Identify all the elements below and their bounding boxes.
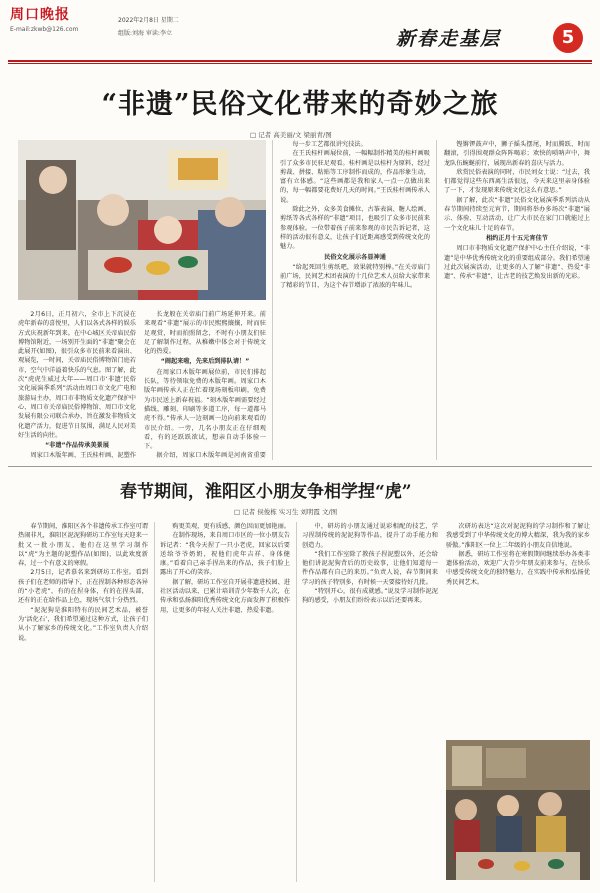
article2-col1-para: 2月5日，记者慕名来到研坊工作室。看到孩子们在老师的指导下，正在捏制各种形态各异的“小老虎”，有的在捏身体，有的在捏头部，还有的正在给作品上色，现场气氛十分热烈。 <box>18 569 148 605</box>
article2-col2-para: 购更美观，更有质感，颜色因而更加艳丽。 <box>172 523 290 530</box>
article1-column-4 <box>444 140 590 460</box>
header-rule-thin <box>8 63 592 64</box>
article1-column-1 <box>18 310 136 460</box>
workshop-photo-icon <box>446 740 590 880</box>
article2-byline: □ 记者 侯俊栋 实习生 刘明霞 文/图 <box>234 508 338 516</box>
header-rule <box>8 60 592 62</box>
article-divider <box>8 466 592 467</box>
issue-date: 2022年2月8日 星期二 <box>118 17 179 24</box>
column-divider <box>296 522 297 882</box>
article2-headline: 春节期间，淮阳区小朋友争相学捏“虎” <box>120 482 412 502</box>
article2-col2-para: 在制作现场，来自周口市区的一位小朋友告诉记者：“我今天捏了一只小老虎，回家以后要送给爷爷奶奶，祝他们虎年吉祥、身体健康。”看着自己亲手捏出来的作品，孩子们脸上露出了开心的笑容。 <box>160 532 290 577</box>
article1-col3-para: 除此之外，众多美食摊位、古筝表演、糖人绘画、剪纸等各式各样的“非遗”项目，也吸引了众多市民前来参观体验。一位带着孩子前来参观的市民告诉记者，这样的活动很有意义，让孩子们近距离感受到传统文化的魅力。 <box>280 206 430 251</box>
article1-col1-para: 周家口木版年画、王氏桂杆画、泥塑作 <box>30 452 136 460</box>
article1-byline: □ 记者 高美丽/文 梁丽青/图 <box>250 131 332 139</box>
article1-col3-para: 在王氏桂杆画展位前，一幅幅制作精美的桂杆画吸引了众多市民驻足观看。桂杆画是以桂杆为原料，经过剪裁、拼接、粘贴等工序制作而成的，作品形象生动，富有立体感。“这些画都是我和家人一点一点做出来的，每一幅都要花费好几天的时间。”王氏桂杆画传承人说。 <box>280 150 430 204</box>
article2-column-4 <box>446 522 590 734</box>
article1-col3-para: “给起死回生剪纸吧，效果就特别棒。”在关帝庙门前广场，民间艺术团表演的十几位艺术人员给大家带来了精彩的节目，为这个春节增添了浓浓的年味儿。 <box>280 263 430 290</box>
article1-col3-para: 每一步工艺都很讲究技法。 <box>292 141 367 148</box>
masthead <box>0 0 600 50</box>
article1-col2-para: 在周家口木版年画展位前，市民们排起长队，等待领取免费的木版年画。周家口木版年画传承人正在忙着现场刻板印刷，免费为市民送上新春祝福。“刻木版年画需要经过描线、雕刻、印刷等多道工序，每一道都马虎不得。”传承人一边刻画一边向前来观看的市民介绍。一旁，几名小朋友正在仔细观看，有的还跃跃欲试，想亲自动手体验一下。 <box>144 368 266 451</box>
article2-photo <box>446 740 590 880</box>
article1-col2-para: 长龙般在关帝庙门前广场延伸开来。前来观看“非遗”展示的市民熙熙攘攘，时而驻足观赏，时而拍照留念，不时有小朋友们驻足了解制作过程，从稚嫩中体会对于传统文化的热爱。 <box>144 311 266 356</box>
article1-column-3 <box>280 140 430 460</box>
article2-col3-para: “我们工作室除了教孩子捏泥塑以外，还会给他们讲泥泥狗背后的历史故事，让他们知道每一件作品都有自己的来历。”负责人说，春节期间来学习的孩子特别多，有时候一天要接待好几批。 <box>302 550 438 586</box>
article1-column-2 <box>144 310 266 460</box>
column-divider <box>154 522 155 882</box>
article1-col2-quote: “闹起来啦，先来后到排队请！” <box>160 358 250 366</box>
article1-col4-para: 周口市非物质文化遗产保护中心主任介绍说，“非遗”是中华优秀传统文化的重要组成部分。我们希望通过此次展演活动，让更多的人了解“非遗”、热爱“非遗”、传承“非遗”，让古老的技艺焕发出新的光彩。 <box>444 245 590 281</box>
article2-col2-para: 据了解，研坊工作室自开展非遗进校园、进社区活动以来，已累计培训青少年数千人次，在传承和弘扬淮阳优秀传统文化方面发挥了积极作用，让更多的年轻人关注非遗、热爱非遗。 <box>160 578 290 614</box>
article2-byline-text: 记者 侯俊栋 实习生 刘明霞 文/图 <box>242 508 338 516</box>
section-title: 新春走基层 <box>396 28 502 50</box>
festival-photo-icon <box>18 140 266 300</box>
newspaper-logo: 周口晚报 <box>10 7 70 23</box>
article1-col4-para: 铿锵锣鼓声中，狮子摇头摆尾，时而腾跃、时而翻滚，引得围观群众阵阵喝彩；欢快的唢呐声中，舞龙队伍蜿蜒前行，展现出新春的喜庆与活力。 <box>444 141 590 167</box>
article2-column-2 <box>160 522 290 882</box>
column-divider <box>436 140 437 460</box>
page-number: 5 <box>553 23 583 53</box>
article1-photo <box>18 140 266 300</box>
article1-col2-para: 据介绍，周家口木版年画是河南省重要 <box>156 452 266 460</box>
article1-col4-para: 欣赏民俗表演的同时，市民刘女士说：“过去，我们都觉得这些东西离生活很远，今天来这里亲身体验了一下，才发现原来传统文化这么有意思。” <box>444 168 590 195</box>
article1-subhead-1: “非遗”作品传承美景展 <box>45 442 109 450</box>
article1-headline: “非遗”民俗文化带来的奇妙之旅 <box>101 89 499 120</box>
article2-col1-para: 春节期间，淮阳区各个非遗传承工作室可谓热闹非凡，淮阳区泥泥狗研坊工作室每天迎来一批又一批小朋友，他们在这里学习制作以“虎”为主题的泥塑作品(如图)，以此欢度新春，过一个有意义的寒假。 <box>18 523 148 568</box>
editor-credit: 组版:刘海 审读:李立 <box>118 30 172 37</box>
article1-byline-text: 记者 高美丽/文 梁丽青/图 <box>258 131 332 139</box>
article1-subhead-2: 民俗文化展示各显神通 <box>324 253 386 261</box>
article2-col3-para: “特别开心，很有成就感。”说及学习制作泥泥狗的感受，小朋友们纷纷表示以后还要再来。 <box>302 588 438 605</box>
column-divider <box>272 140 273 460</box>
article1-col4-para: 据了解，此次“非遗”民俗文化展演季系列活动从春节期间持续至元宵节，期间将举办多场次“非遗”展示、体验、互动活动，让广大市民在家门口就能过上一个文化味儿十足的春节。 <box>444 196 590 232</box>
email-line: E-mail:zkwb@126.com <box>10 26 79 33</box>
article1-subhead-3: 相约正月十五元宵佳节 <box>486 234 548 242</box>
article2-col3-para: 中，研坊的小朋友通过说彩相配的技艺，学习捏制传统的泥泥狗等作品，提升了动手能力和创造力。 <box>302 523 438 549</box>
article2-col4-para: 次研坊表达“这次对泥泥狗的学习制作和了解让我感受到了中华传统文化的博大精深，我为我的家乡骄傲。”淮阳区一位上二年级的小朋友自信地说。 <box>446 523 590 549</box>
article2-column-3 <box>302 522 438 882</box>
article1-col1-para: 2月6日，正月初六，全市上下沉浸在虎年新春的喜悦里，人们以各式各样的娱乐方式庆祝新年到来。在中心城区关帝庙民俗博物馆附近，一场别开生面的“非遗”聚会在此展开(如图)，很引众多市民前来看演出、观展览，一时间，关帝庙民俗博物馆门庭若市，空气中洋溢着快乐的气息。图了解，此次“虎虎生威过大年——周口市‘非遗’民俗文化展演季系列”活动由周口市文化广电和旅游局主办，周口市非物质文化遗产保护中心、周口市关帝庙民俗博物馆、周口市文化发展有限公司联合承办，旨在激发非物质文化遗产活力，促进节日氛围，满足人民对美好生活的向往。 <box>18 311 136 439</box>
article2-col1-para: “泥泥狗是淮阳特有的民间艺术品，被誉为‘活化石’，我们希望通过这种方式，让孩子们从小了解家乡的传统文化。”工作室负责人介绍说。 <box>18 606 148 642</box>
article2-col4-para: 据悉，研坊工作室将在寒假期间继续举办各类非遗体验活动，欢迎广大青少年朋友前来参与，在快乐中感受传统文化的独特魅力，在实践中传承和弘扬优秀民间艺术。 <box>446 550 590 586</box>
article2-column-1 <box>18 522 148 882</box>
